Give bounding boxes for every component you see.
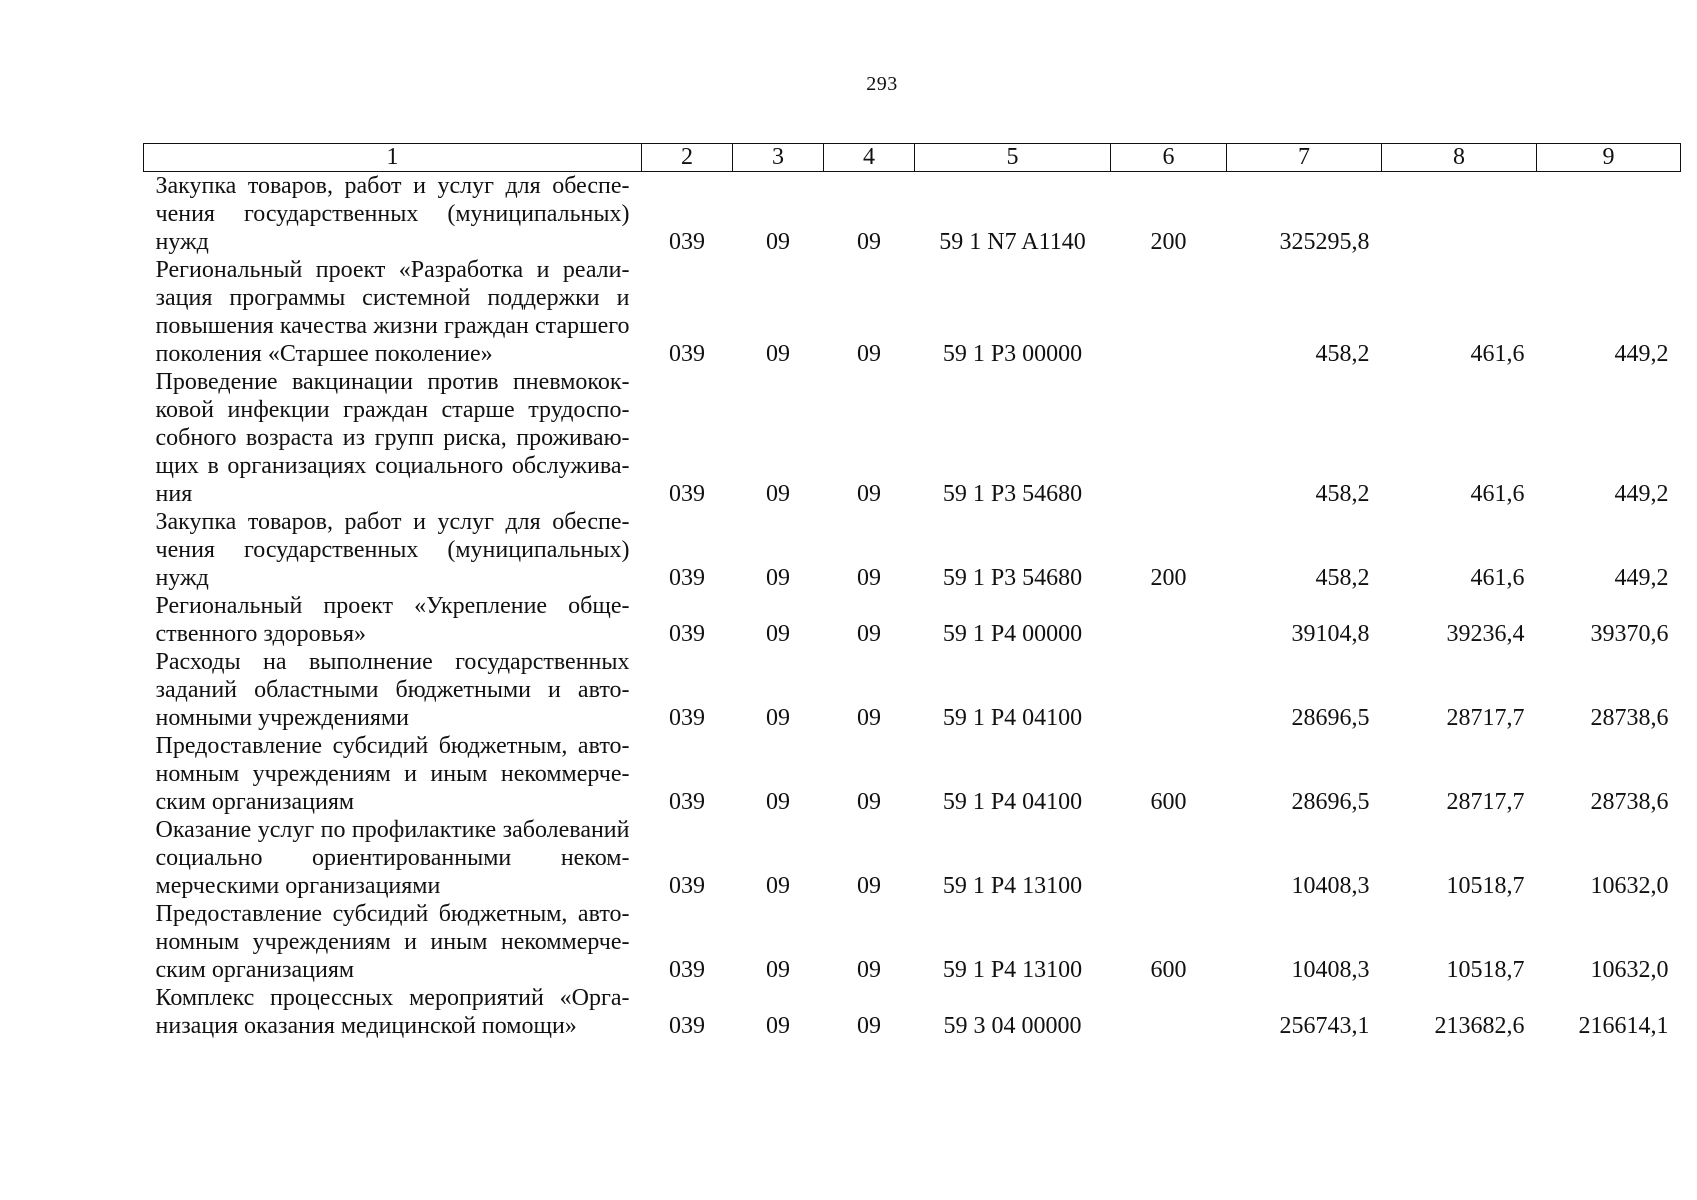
ministry-code-cell: 039 bbox=[669, 621, 705, 647]
row-name-cell: Проведение вакцинации против пневмококковой инфекции граждан старше трудоспособного возраста из групп риска, проживающих в организациях социального обслуживания bbox=[155, 369, 630, 507]
ministry-code-cell: 039 bbox=[669, 565, 705, 591]
section-code-cell: 09 bbox=[766, 229, 790, 255]
table-row bbox=[144, 732, 1681, 816]
sum-year2-cell: 10518,7 bbox=[1446, 873, 1525, 899]
sum-year1-cell: 325295,8 bbox=[1279, 229, 1370, 255]
sum-year1-cell: 39104,8 bbox=[1291, 621, 1370, 647]
row-name-cell: Комплекс процессных мероприятий «Организация оказания медицинской помощи» bbox=[155, 985, 630, 1039]
sum-year1-cell: 10408,3 bbox=[1291, 873, 1370, 899]
subsection-code-cell: 09 bbox=[857, 565, 881, 591]
sum-year2-cell: 28717,7 bbox=[1446, 705, 1525, 731]
sum-year3-cell: 39370,6 bbox=[1590, 621, 1669, 647]
expense-type-cell bbox=[1111, 984, 1227, 1040]
section-code-cell: 09 bbox=[766, 873, 790, 899]
page-number: 293 bbox=[866, 73, 898, 95]
target-article-cell: 59 1 Р4 13100 bbox=[942, 957, 1083, 983]
table-row bbox=[144, 984, 1681, 1040]
section-code-cell: 09 bbox=[766, 789, 790, 815]
target-article-cell: 59 1 Р4 00000 bbox=[942, 621, 1083, 647]
row-name-cell: Региональный проект «Укрепление общественного здоровья» bbox=[155, 593, 630, 647]
sum-year3-cell: 10632,0 bbox=[1590, 957, 1669, 983]
header-cell-6: 6 bbox=[1111, 144, 1227, 172]
subsection-code-cell: 09 bbox=[857, 789, 881, 815]
table-row bbox=[144, 900, 1681, 984]
header-row bbox=[144, 144, 1681, 172]
ministry-code-cell: 039 bbox=[669, 1013, 705, 1039]
ministry-code-cell: 039 bbox=[669, 705, 705, 731]
target-article-cell: 59 1 Р3 54680 bbox=[942, 481, 1083, 507]
sum-year1-cell: 28696,5 bbox=[1291, 789, 1370, 815]
table-row bbox=[144, 592, 1681, 648]
expense-type-cell bbox=[1111, 648, 1227, 732]
header-cell-7: 7 bbox=[1227, 144, 1382, 172]
budget-table bbox=[143, 143, 1681, 1040]
ministry-code-cell: 039 bbox=[669, 789, 705, 815]
ministry-code-cell: 039 bbox=[669, 957, 705, 983]
table-header bbox=[144, 144, 1681, 172]
expense-type-cell bbox=[1111, 592, 1227, 648]
sum-year2-cell: 10518,7 bbox=[1446, 957, 1525, 983]
sum-year3-cell: 449,2 bbox=[1614, 481, 1669, 507]
target-article-cell: 59 3 04 00000 bbox=[943, 1013, 1082, 1039]
sum-year2-cell bbox=[1382, 172, 1537, 257]
target-article-cell: 59 1 N7 A1140 bbox=[939, 229, 1086, 255]
target-article-cell: 59 1 Р4 04100 bbox=[942, 789, 1083, 815]
ministry-code-cell: 039 bbox=[669, 481, 705, 507]
header-cell-9: 9 bbox=[1537, 144, 1681, 172]
section-code-cell: 09 bbox=[766, 565, 790, 591]
subsection-code-cell: 09 bbox=[857, 873, 881, 899]
header-cell-5: 5 bbox=[915, 144, 1111, 172]
subsection-code-cell: 09 bbox=[857, 705, 881, 731]
ministry-code-cell: 039 bbox=[669, 229, 705, 255]
row-name-cell: Закупка товаров, работ и услуг для обеспечения государственных (муниципальных) нужд bbox=[155, 509, 630, 591]
expense-type-cell: 600 bbox=[1150, 789, 1187, 815]
target-article-cell: 59 1 Р3 00000 bbox=[942, 341, 1083, 367]
section-code-cell: 09 bbox=[766, 957, 790, 983]
sum-year3-cell: 449,2 bbox=[1614, 565, 1669, 591]
subsection-code-cell: 09 bbox=[857, 229, 881, 255]
subsection-code-cell: 09 bbox=[857, 481, 881, 507]
table-row bbox=[144, 368, 1681, 508]
target-article-cell: 59 1 Р4 04100 bbox=[942, 705, 1083, 731]
sum-year1-cell: 10408,3 bbox=[1291, 957, 1370, 983]
header-cell-8: 8 bbox=[1382, 144, 1537, 172]
target-article-cell: 59 1 Р3 54680 bbox=[942, 565, 1083, 591]
ministry-code-cell: 039 bbox=[669, 341, 705, 367]
table-row bbox=[144, 256, 1681, 368]
sum-year3-cell: 28738,6 bbox=[1590, 789, 1669, 815]
header-cell-1: 1 bbox=[144, 144, 642, 172]
header-cell-3: 3 bbox=[733, 144, 824, 172]
row-name-cell: Расходы на выполнение государственных заданий областными бюджетными и автономными учреждениями bbox=[155, 649, 630, 731]
expense-type-cell: 600 bbox=[1150, 957, 1187, 983]
sum-year3-cell: 10632,0 bbox=[1590, 873, 1669, 899]
sum-year2-cell: 461,6 bbox=[1470, 481, 1525, 507]
table-body bbox=[144, 172, 1681, 1041]
sum-year2-cell: 461,6 bbox=[1470, 341, 1525, 367]
sum-year2-cell: 213682,6 bbox=[1434, 1013, 1525, 1039]
sum-year1-cell: 458,2 bbox=[1315, 481, 1370, 507]
subsection-code-cell: 09 bbox=[857, 957, 881, 983]
sum-year2-cell: 39236,4 bbox=[1446, 621, 1525, 647]
header-cell-2: 2 bbox=[642, 144, 733, 172]
sum-year1-cell: 458,2 bbox=[1315, 565, 1370, 591]
row-name-cell: Региональный проект «Разработка и реализация программы системной поддержки и повышения качества жизни граждан старшего поколения «Старшее поколение» bbox=[155, 257, 630, 367]
sum-year1-cell: 458,2 bbox=[1315, 341, 1370, 367]
section-code-cell: 09 bbox=[766, 341, 790, 367]
sum-year2-cell: 28717,7 bbox=[1446, 789, 1525, 815]
subsection-code-cell: 09 bbox=[857, 621, 881, 647]
ministry-code-cell: 039 bbox=[669, 873, 705, 899]
subsection-code-cell: 09 bbox=[857, 341, 881, 367]
row-name-cell: Закупка товаров, работ и услуг для обеспечения государственных (муниципальных) нужд bbox=[155, 173, 630, 255]
sum-year2-cell: 461,6 bbox=[1470, 565, 1525, 591]
sum-year3-cell: 449,2 bbox=[1614, 341, 1669, 367]
section-code-cell: 09 bbox=[766, 1013, 790, 1039]
section-code-cell: 09 bbox=[766, 481, 790, 507]
sum-year1-cell: 256743,1 bbox=[1279, 1013, 1370, 1039]
sum-year3-cell: 216614,1 bbox=[1578, 1013, 1669, 1039]
sum-year3-cell bbox=[1537, 172, 1681, 257]
row-name-cell: Предоставление субсидий бюджетным, автономным учреждениям и иным некоммерческим организациям bbox=[155, 733, 630, 815]
row-name-cell: Предоставление субсидий бюджетным, автономным учреждениям и иным некоммерческим организациям bbox=[155, 901, 630, 983]
table-row bbox=[144, 172, 1681, 257]
expense-type-cell: 200 bbox=[1150, 229, 1187, 255]
sum-year1-cell: 28696,5 bbox=[1291, 705, 1370, 731]
expense-type-cell bbox=[1111, 368, 1227, 508]
subsection-code-cell: 09 bbox=[857, 1013, 881, 1039]
sum-year3-cell: 28738,6 bbox=[1590, 705, 1669, 731]
expense-type-cell: 200 bbox=[1150, 565, 1187, 591]
table-row bbox=[144, 816, 1681, 900]
table-row bbox=[144, 648, 1681, 732]
target-article-cell: 59 1 Р4 13100 bbox=[942, 873, 1083, 899]
table-row bbox=[144, 508, 1681, 592]
expense-type-cell bbox=[1111, 256, 1227, 368]
row-name-cell: Оказание услуг по профилактике заболеваний социально ориентированными некоммерческими организациями bbox=[155, 817, 630, 899]
expense-type-cell bbox=[1111, 816, 1227, 900]
header-cell-4: 4 bbox=[824, 144, 915, 172]
section-code-cell: 09 bbox=[766, 621, 790, 647]
section-code-cell: 09 bbox=[766, 705, 790, 731]
